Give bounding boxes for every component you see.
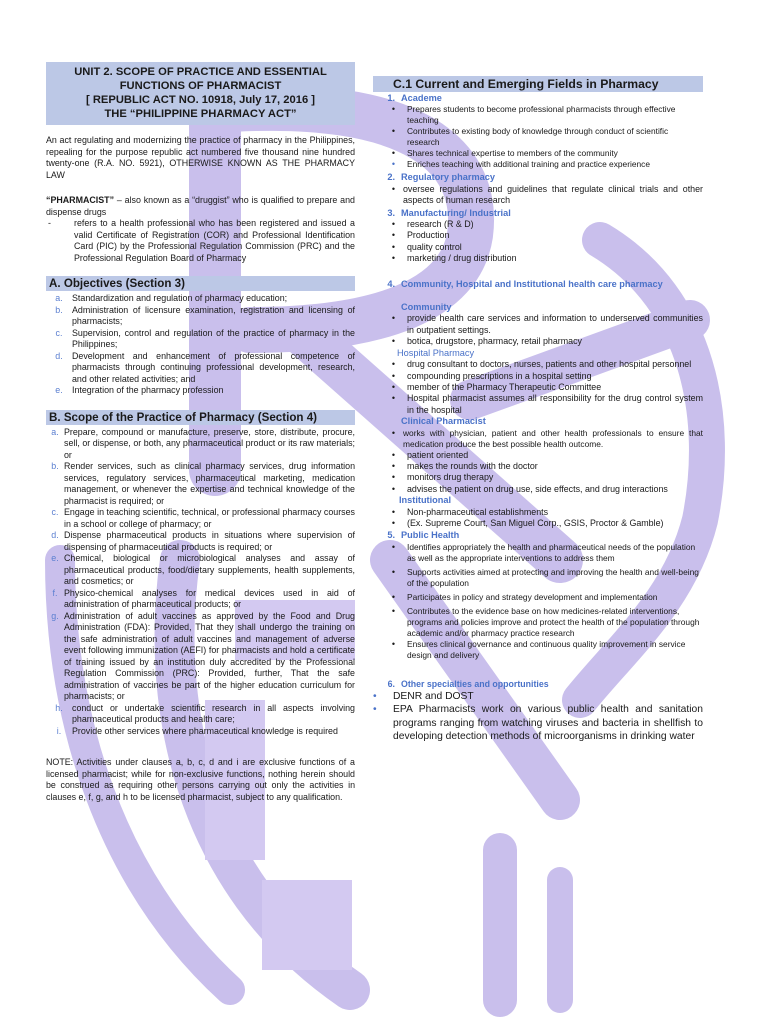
field-title: Other specialties and opportunities bbox=[401, 678, 549, 689]
objectives-list bbox=[46, 293, 355, 397]
list-item: • Non-pharmaceutical establishments bbox=[391, 506, 549, 517]
field-public-health-heading bbox=[373, 530, 703, 541]
item-text: Dispense pharmaceutical products in situations where supervision of dispensing of pharmaceutical products is required; or bbox=[64, 530, 355, 552]
list-item: • EPA Pharmacists work on various public health and sanitation programs ranging from watching viruses and bacteria in shellfish to developing detection methods of microorganisms in drinking water bbox=[373, 704, 703, 742]
list-item bbox=[46, 530, 355, 553]
list-item bbox=[46, 726, 355, 738]
item-letter: g. bbox=[51, 610, 59, 621]
hospital-label: Hospital Pharmacy bbox=[397, 347, 475, 358]
field-title: Regulatory pharmacy bbox=[401, 172, 495, 183]
list-item: • oversee regulations and guidelines that regulate clinical trials and other aspects of human research bbox=[391, 183, 703, 206]
community-label: Community bbox=[401, 302, 452, 313]
item-text: Standardization and regulation of pharmacy education; bbox=[72, 293, 288, 303]
list-item: • Contributes to the evidence base on how medicines-related interventions, programs and policies improve and protect the health of the population through academic and/or pharmacy practice research bbox=[391, 605, 700, 638]
list-item: • Enriches teaching with additional training and practice experience bbox=[391, 159, 651, 170]
field-title: Public Health bbox=[401, 530, 460, 541]
objectives-heading: A. Objectives (Section 3) bbox=[46, 276, 355, 291]
list-item bbox=[46, 305, 355, 328]
field-manufacturing-heading bbox=[373, 208, 703, 219]
field-number: 6. bbox=[387, 678, 395, 689]
note-paragraph: NOTE: Activities under clauses a, b, c, d and i are exclusive functions of a licensed pharmacist; while for non-exclusive functions, nothing herein should be construed as requiring other persons carrying out only the activities in clauses e, f, g, and h to be licensed pharmacist, subject to any qualification. bbox=[46, 757, 355, 802]
list-item: • Participates in policy and strategy development and implementation bbox=[391, 591, 658, 602]
item-text: Integration of the pharmacy profession bbox=[72, 385, 224, 395]
list-item: • compounding prescriptions in a hospital setting bbox=[391, 370, 592, 381]
dash-marker: - bbox=[48, 218, 51, 228]
list-item: • (Ex. Supreme Court, San Miguel Corp., GSIS, Proctor & Gamble) bbox=[391, 517, 664, 528]
field-academe-heading bbox=[373, 93, 703, 104]
field-title: Community, Hospital and Institutional health care pharmacy bbox=[401, 278, 663, 289]
item-text: Render services, such as clinical pharmacy services, drug information services, regulatory services, pharmaceutical marketing, medication management, or whenever the expertise and technical knowledge of the pharmacist is required; or bbox=[64, 461, 355, 506]
list-item: • advises the patient on drug use, side effects, and drug interactions bbox=[391, 483, 668, 494]
item-text: Administration of licensure examination, registration and licensing of pharmacists; bbox=[72, 304, 355, 326]
list-item: • monitors drug therapy bbox=[391, 472, 494, 483]
list-item bbox=[46, 427, 355, 462]
institutional-label: Institutional bbox=[399, 495, 452, 506]
list-item bbox=[46, 328, 355, 351]
list-item bbox=[46, 293, 355, 305]
unit-title-line: FUNCTIONS OF PHARMACIST bbox=[119, 80, 282, 92]
list-item: • Hospital pharmacist assumes all responsibility for the drug control system in the hospital bbox=[391, 393, 703, 415]
clinical-label: Clinical Pharmacist bbox=[401, 416, 486, 427]
list-item bbox=[46, 553, 355, 588]
unit-title-line: THE “PHILIPPINE PHARMACY ACT” bbox=[104, 108, 297, 120]
list-item: • provide health care services and information to underserved communities in outpatient settings. bbox=[391, 313, 703, 335]
field-community-heading bbox=[373, 279, 703, 290]
list-item bbox=[46, 507, 355, 530]
item-letter: c. bbox=[51, 507, 59, 517]
field-number: 2. bbox=[387, 172, 395, 183]
item-text: Development and enhancement of professional competence of pharmacists through continuing professional development, research, and other related activities; and bbox=[72, 350, 355, 384]
list-item: • Identifies appropriately the health and pharmaceutical needs of the population as well as the appropriate interventions to address them bbox=[391, 541, 696, 563]
list-item: • Shares technical expertise to members of the community bbox=[391, 148, 618, 159]
list-item: • Production bbox=[391, 230, 450, 241]
list-item: • research (R & D) bbox=[391, 219, 474, 230]
list-item: • Supports activities aimed at protecting and improving the health and well-being of the population bbox=[391, 566, 699, 588]
pharmacist-def-text: – also known as a “druggist” who is qualified to prepare and dispense drugs bbox=[46, 195, 355, 217]
pharmacist-detail-item bbox=[46, 218, 355, 264]
field-number: 1. bbox=[387, 93, 395, 103]
list-item: • marketing / drug distribution bbox=[391, 253, 517, 264]
list-item: • quality control bbox=[391, 241, 462, 252]
item-letter: d. bbox=[55, 350, 63, 361]
scope-heading: B. Scope of the Practice of Pharmacy (Section 4) bbox=[46, 410, 355, 425]
item-text: Supervision, control and regulation of the practice of pharmacy in the Philippines; bbox=[72, 327, 355, 349]
scope-list bbox=[46, 427, 355, 738]
list-item bbox=[46, 461, 355, 507]
list-item bbox=[46, 385, 355, 397]
item-letter: c. bbox=[55, 327, 63, 338]
list-item bbox=[46, 611, 355, 703]
field-number: 3. bbox=[387, 207, 395, 218]
item-text: Physico-chemical analyses for medical devices used in aid of administration of pharmaceutical products; or bbox=[64, 587, 355, 609]
field-title: Academe bbox=[401, 93, 442, 103]
item-letter: a. bbox=[55, 293, 63, 303]
item-letter: d. bbox=[51, 530, 59, 540]
fields-heading: C.1 Current and Emerging Fields in Pharmacy bbox=[373, 76, 703, 92]
unit-title-line: UNIT 2. SCOPE OF PRACTICE AND ESSENTIAL bbox=[74, 66, 327, 78]
list-item: • patient oriented bbox=[391, 449, 469, 460]
item-text: Chemical, biological or microbiological analyses and assay of pharmaceutical products, food/dietary supplements, health supplements, and cosmetics; or bbox=[64, 553, 355, 586]
item-letter: f. bbox=[52, 587, 58, 598]
item-letter: b. bbox=[51, 461, 59, 471]
list-item: • DENR and DOST bbox=[373, 691, 474, 703]
item-text: conduct or undertake scientific research in all aspects involving pharmaceutical products and health care; bbox=[72, 702, 355, 724]
list-item bbox=[46, 351, 355, 386]
unit-title-line: [ REPUBLIC ACT NO. 10918, July 17, 2016 ] bbox=[85, 94, 315, 106]
field-regulatory-heading bbox=[373, 172, 703, 183]
list-item: • works with physician, patient and other health professionals to ensure that medication produce the best possible health outcome. bbox=[391, 427, 703, 449]
list-item: • member of the Pharmacy Therapeutic Committee bbox=[391, 381, 602, 392]
pharmacist-detail-text: refers to a health professional who has been registered and issued a valid Certificate of Registration (COR) and Professional Identification Card (PIC) by the Professional Regulation Commission (PRC) and the Professional Regulation Board of Pharmacy bbox=[74, 218, 355, 263]
pharmacist-term: “PHARMACIST” bbox=[46, 195, 115, 205]
right-column bbox=[373, 76, 703, 743]
list-item: • drug consultant to doctors, nurses, patients and other hospital personnel bbox=[391, 359, 692, 370]
item-letter: h. bbox=[55, 702, 63, 713]
list-item: • Prepares students to become professional pharmacists through effective teaching bbox=[391, 104, 676, 126]
list-item: • Contributes to existing body of knowledge through conduct of scientific research bbox=[391, 126, 669, 148]
list-item bbox=[46, 703, 355, 726]
item-text: Administration of adult vaccines as approved by the Food and Drug Administration (FDA): Provided, That they shall undergo the training on the safe administration of adult vaccines and management of adverse event following immunization (AEFI) for pharmacists and hold a certificate of training issued by an institution duly accredited by the Professional Regulation Commission (PRC): Provided, further, That the safe administration of vaccines be part of the higher education curriculum for pharmacists; or bbox=[64, 610, 355, 701]
field-number: 5. bbox=[387, 530, 395, 541]
unit-title-box bbox=[46, 62, 355, 125]
item-letter: i. bbox=[56, 725, 62, 736]
list-item: • makes the rounds with the doctor bbox=[391, 460, 538, 471]
item-text: Engage in teaching scientific, technical, or professional pharmacy courses in a school or college of pharmacy; or bbox=[64, 507, 355, 529]
field-number: 4. bbox=[387, 278, 395, 289]
item-letter: e. bbox=[55, 385, 63, 395]
item-letter: a. bbox=[51, 426, 59, 437]
list-item: • botica, drugstore, pharmacy, retail pharmacy bbox=[391, 336, 582, 347]
left-column bbox=[46, 62, 355, 803]
list-item bbox=[46, 588, 355, 611]
item-text: Prepare, compound or manufacture, preserve, store, distribute, procure, sell, or dispense, or both, any pharmaceutical product or its raw materials; or bbox=[64, 426, 355, 460]
item-letter: e. bbox=[51, 553, 59, 563]
pharmacist-definition bbox=[46, 195, 355, 218]
field-other-heading bbox=[373, 679, 703, 690]
intro-paragraph: An act regulating and modernizing the practice of pharmacy in the Philippines, repealing for the purpose republic act numbered five thousand nine hundred twenty-one (R.A. NO. 5921), OTHERWISE KNOWN AS THE PHARMACY LAW bbox=[46, 135, 355, 180]
field-title: Manufacturing/ Industrial bbox=[401, 207, 511, 218]
item-text: Provide other services where pharmaceutical knowledge is required bbox=[72, 725, 338, 736]
list-item: • Ensures clinical governance and continuous quality improvement in service design and delivery bbox=[391, 638, 686, 660]
item-letter: b. bbox=[55, 304, 63, 315]
